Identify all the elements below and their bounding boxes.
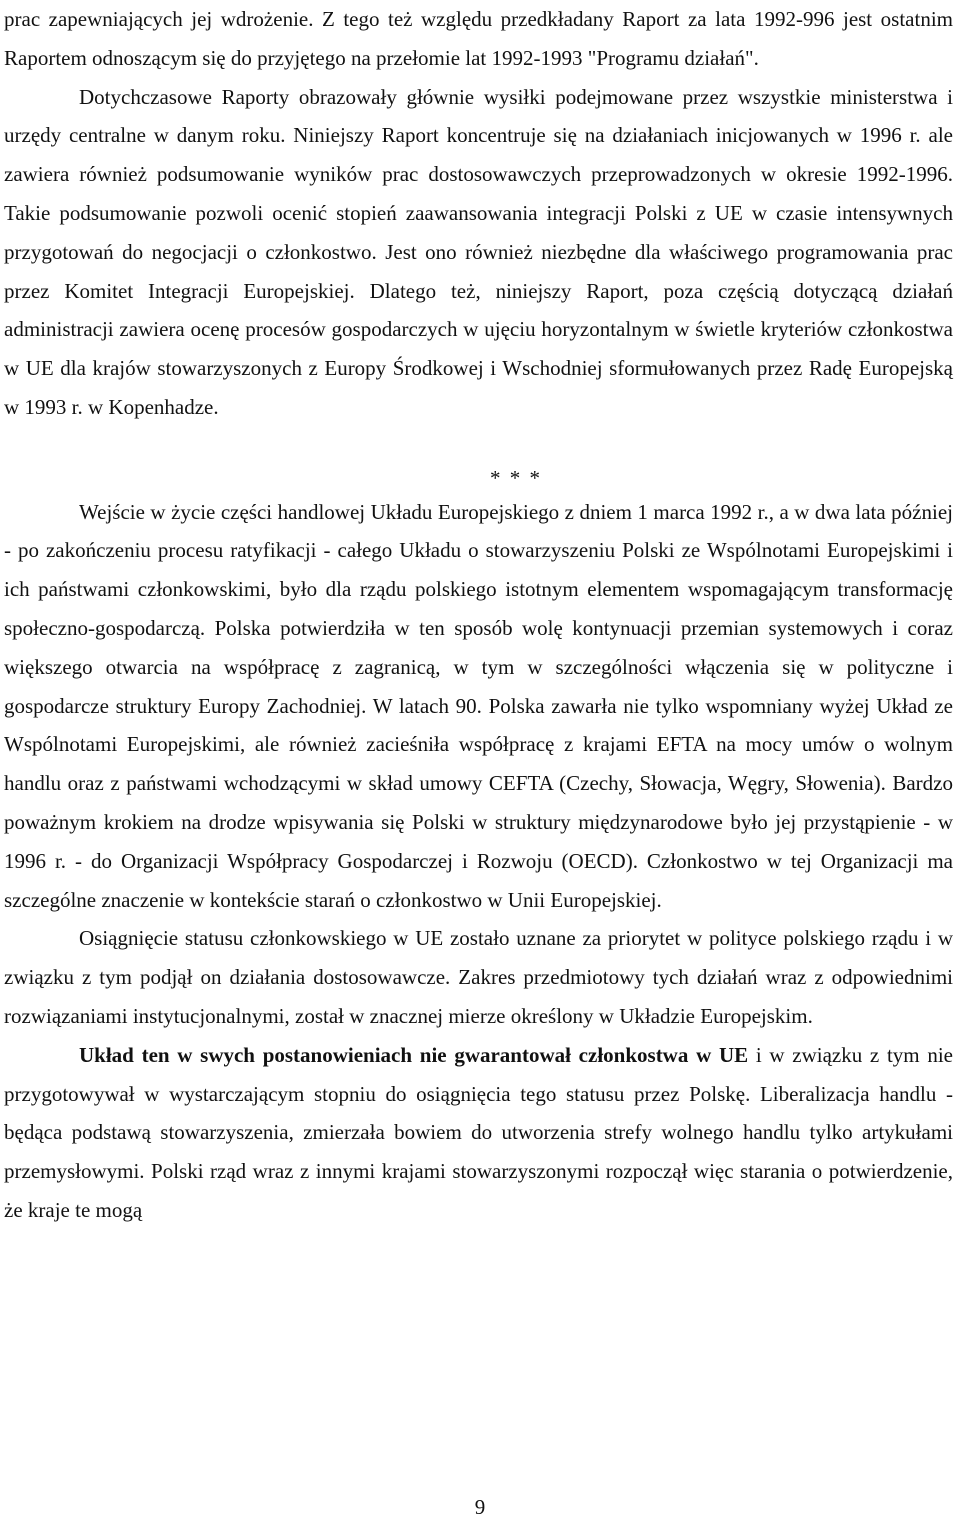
paragraph-agreement-text: i w związku z tym nie przygotowywał w wystarczającym stopniu do osiągnięcia tego statusu przez Polskę. Liberalizacja handlu - będąca podstawą stowarzyszenia, zmierzała bowiem do utworzenia strefy wolnego handlu tylko artykułami przemysłowymi. Polski rząd wraz z innymi krajami stowarzyszonymi rozpoczął więc starania o potwierdzenie, że kraje te mogą bbox=[4, 1042, 954, 1222]
bold-emphasis: Układ ten w swych postanowieniach nie gwarantował członkostwa w UE bbox=[79, 1042, 749, 1067]
paragraph-agreement-limits bbox=[4, 1036, 953, 1230]
paragraph-membership-priority: Osiągnięcie statusu członkowskiego w UE zostało uznane za priorytet w polityce polskiego rządu i w związku z tym podjął on działania dostosowawcze. Zakres przedmiotowy tych działań wraz z odpowiednimi rozwiązaniami instytucjonalnymi, został w znacznej mierze określony w Układzie Europejskim. bbox=[4, 926, 953, 1028]
paragraph-raport-scope: Dotychczasowe Raporty obrazowały głównie wysiłki podejmowane przez wszystkie ministerstwa i urzędy centralne w danym roku. Niniejszy Raport koncentruje się na działaniach inicjowanych w 1996 r. ale zawiera również podsumowanie wyników prac dostosowawczych przeprowadzonych w okresie 1992-1996. Takie podsumowanie pozwoli ocenić stopień zaawansowania integracji Polski z UE w czasie intensywnych przygotowań do negocjacji o członkostwo. Jest ono również niezbędne dla właściwego programowania prac przez Komitet Integracji Europejskiej. Dlatego też, niniejszy Raport, poza częścią dotyczącą działań administracji zawiera ocenę procesów gospodarczych w ujęciu horyzontalnym w świetle kryteriów członkostwa w UE dla krajów stowarzyszonych z Europy Środkowej i Wschodniej sformułowanych przez Radę Europejską w 1993 r. w Kopenhadze. bbox=[4, 84, 953, 419]
paragraph-continuation: prac zapewniających jej wdrożenie. Z tego też względu przedkładany Raport za lata 1992-996 jest ostatnim Raportem odnoszącym się do przyjętego na przełomie lat 1992-1993 "Programu działań". bbox=[4, 7, 953, 70]
paragraph-europe-agreement: Wejście w życie części handlowej Układu Europejskiego z dniem 1 marca 1992 r., a w dwa lata później - po zakończeniu procesu ratyfikacji - całego Układu o stowarzyszeniu Polski ze Wspólnotami Europejskimi i ich państwami członkowskimi, było dla rządu polskiego istotnym elementem wspomagającym transformację społeczno-gospodarczą. Polska potwierdziła w ten sposób wolę kontynuacji przemian systemowych i coraz większego otwarcia na współpracę z zagranicą, w tym w szczególności włączenia się w polityczne i gospodarcze struktury Europy Zachodniej. W latach 90. Polska zawarła nie tylko wspomniany wyżej Układ ze Wspólnotami Europejskimi, ale również zacieśniła współpracę z krajami EFTA na mocy umów o wolnym handlu oraz z państwami wchodzącymi w skład umowy CEFTA (Czechy, Słowacja, Węgry, Słowenia). Bardzo poważnym krokiem na drodze wpisywania się Polski w struktury międzynarodowe było jej przystąpienie - w 1996 r. - do Organizacji Współpracy Gospodarczej i Rozwoju (OECD). Członkostwo w tej Organizacji ma szczególne znaczenie w kontekście starań o członkostwo w Unii Europejskiej. bbox=[4, 499, 953, 912]
document-body bbox=[4, 0, 953, 1230]
section-separator: * * * bbox=[490, 465, 542, 490]
page-number: 9 bbox=[474, 1495, 486, 1519]
